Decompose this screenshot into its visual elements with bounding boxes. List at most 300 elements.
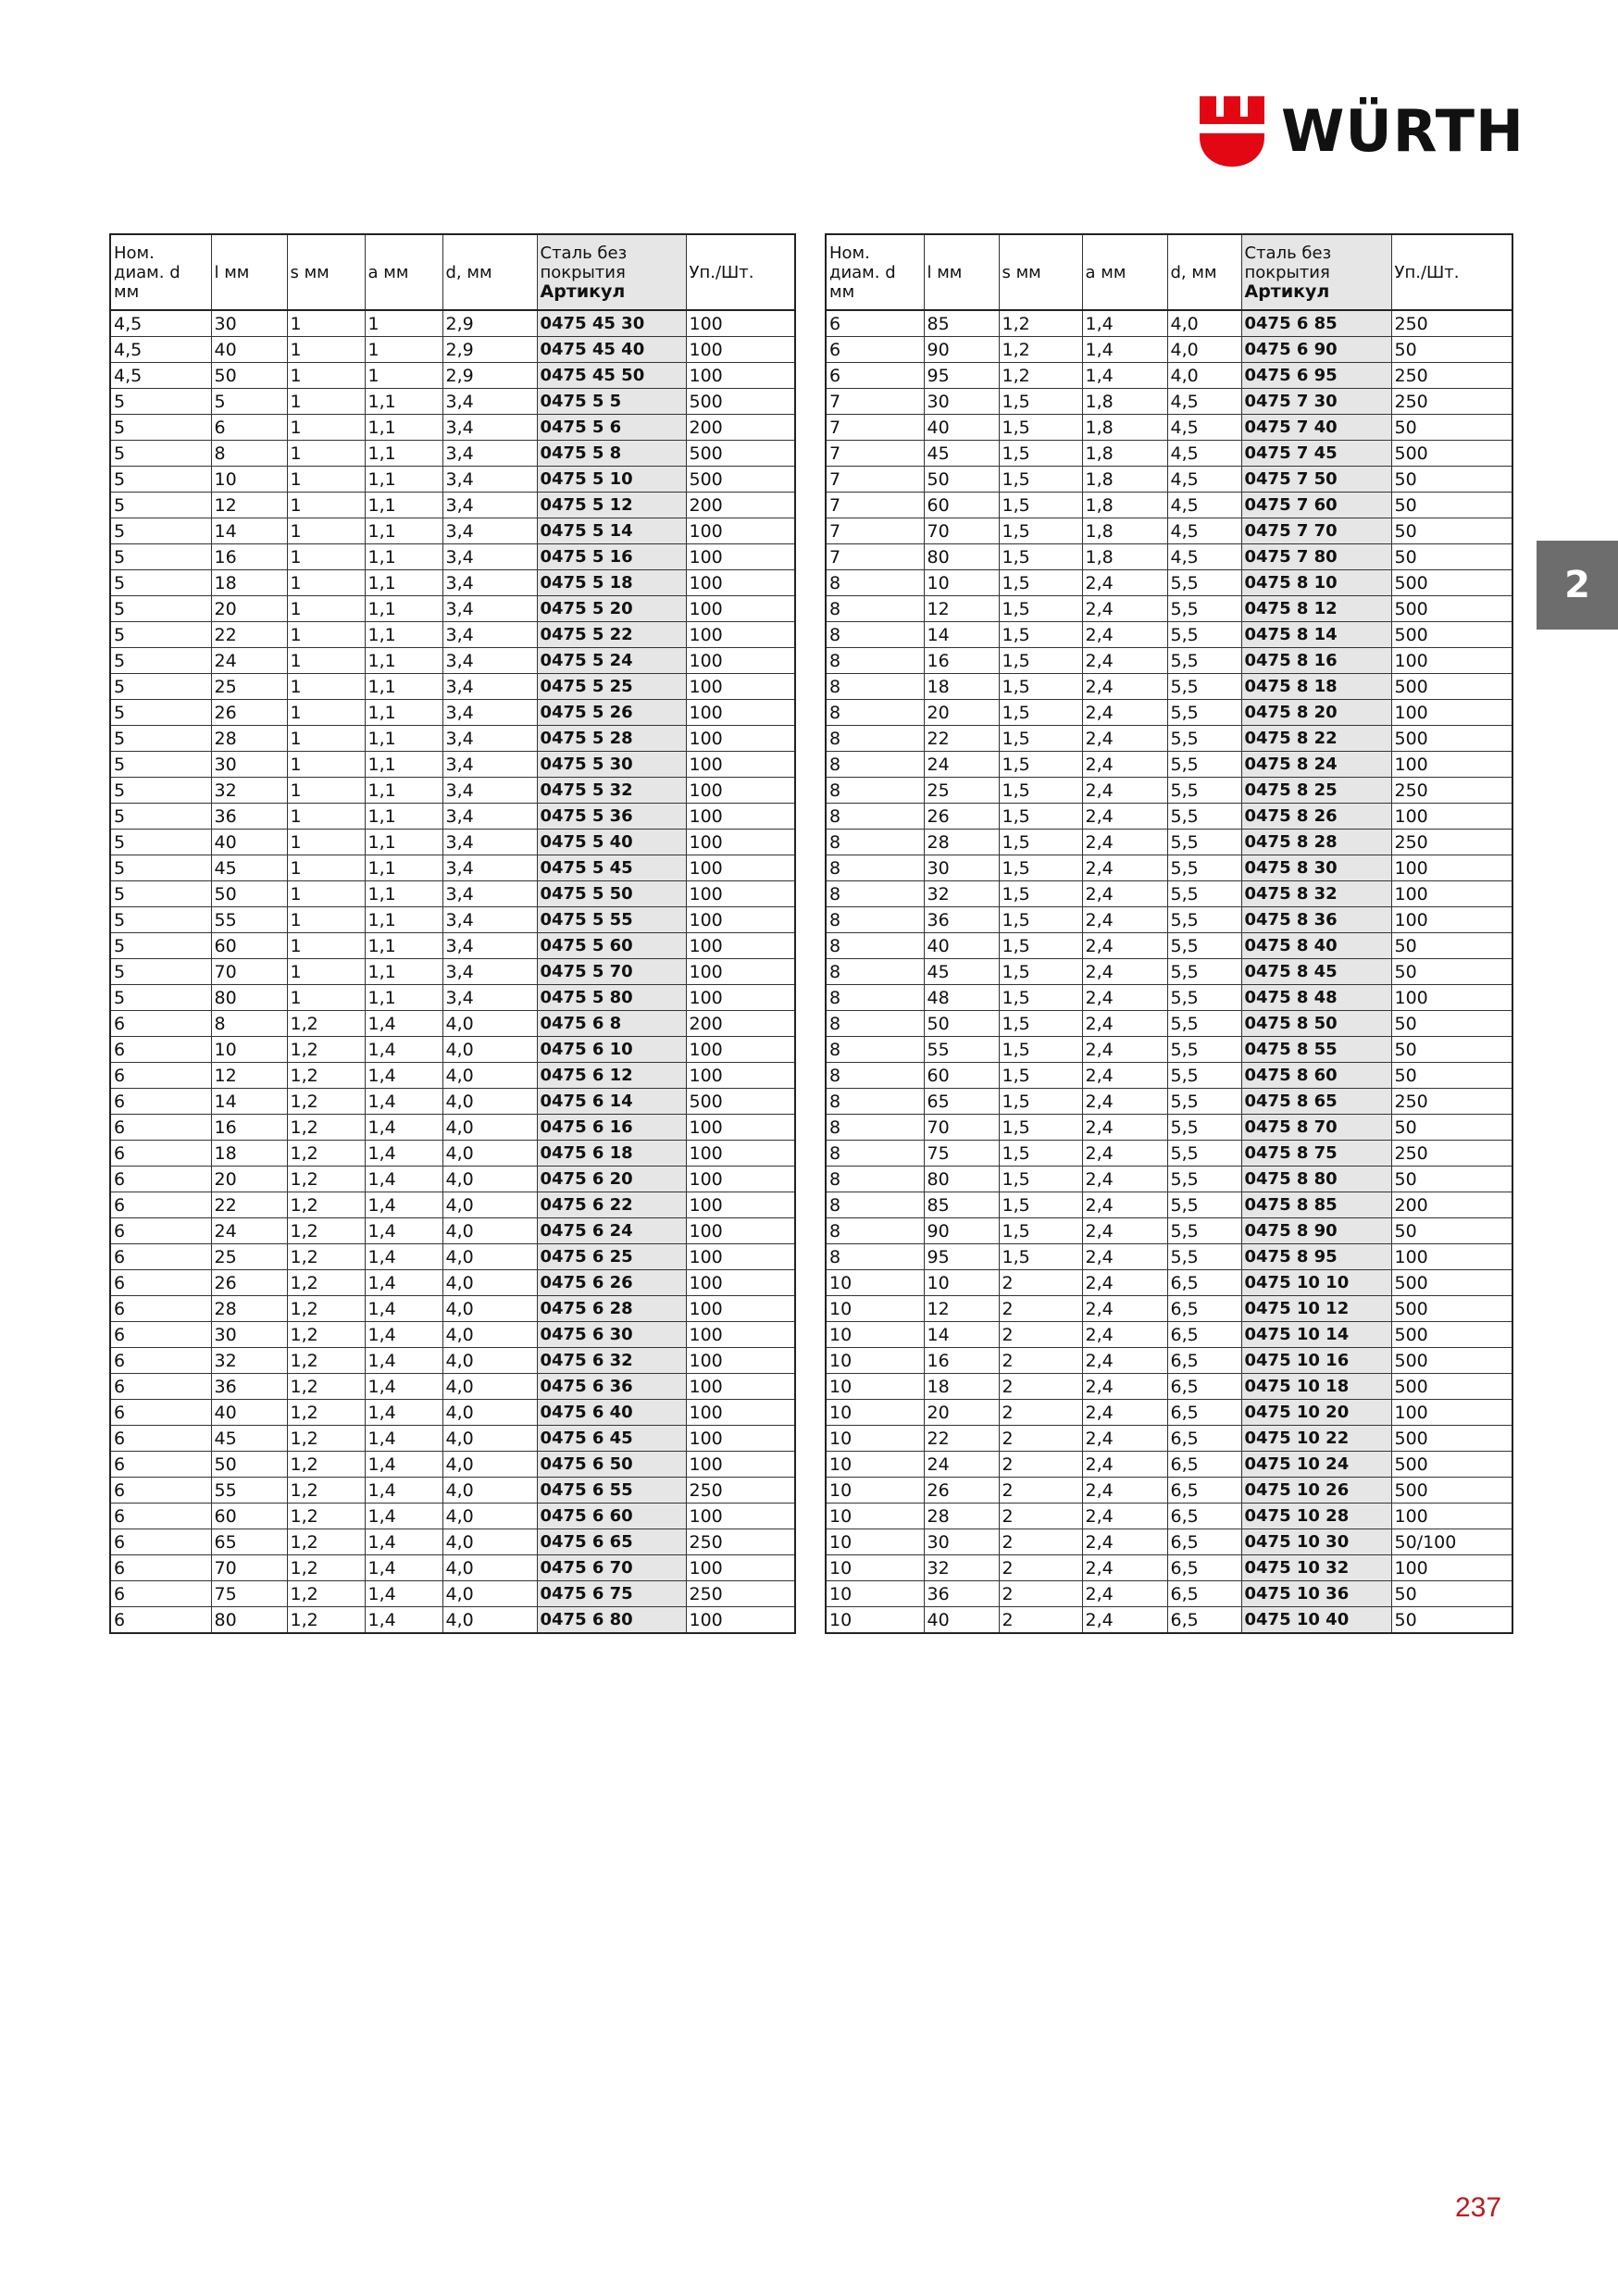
cell-a: 2,4 xyxy=(1082,1167,1167,1192)
cell-article: 0475 10 26 xyxy=(1241,1478,1391,1504)
cell-pack: 500 xyxy=(686,467,795,493)
cell-diameter: 8 xyxy=(826,830,924,855)
cell-length: 30 xyxy=(211,1322,287,1348)
cell-pack: 100 xyxy=(686,907,795,933)
cell-diameter: 5 xyxy=(110,726,211,752)
cell-article: 0475 6 16 xyxy=(537,1115,686,1141)
cell-pack: 500 xyxy=(1391,441,1512,467)
cell-pack: 250 xyxy=(1391,1141,1512,1167)
cell-pack: 100 xyxy=(686,959,795,985)
cell-diameter: 10 xyxy=(826,1504,924,1529)
cell-a: 1,1 xyxy=(365,726,442,752)
cell-diameter: 8 xyxy=(826,622,924,648)
table-row xyxy=(110,1167,795,1192)
cell-a: 1,8 xyxy=(1082,415,1167,441)
cell-d: 3,4 xyxy=(442,596,537,622)
cell-length: 22 xyxy=(211,622,287,648)
table-row xyxy=(826,855,1512,881)
cell-a: 1,4 xyxy=(365,1037,442,1063)
cell-article: 0475 8 28 xyxy=(1241,830,1391,855)
cell-d: 6,5 xyxy=(1167,1296,1241,1322)
table-row xyxy=(110,778,795,804)
cell-pack: 100 xyxy=(686,337,795,363)
cell-length: 95 xyxy=(924,1244,999,1270)
cell-d: 4,0 xyxy=(442,1244,537,1270)
cell-d: 4,0 xyxy=(442,1063,537,1089)
cell-pack: 100 xyxy=(1391,752,1512,778)
cell-d: 5,5 xyxy=(1167,1063,1241,1089)
cell-s: 1 xyxy=(287,622,365,648)
cell-length: 18 xyxy=(211,1141,287,1167)
cell-d: 6,5 xyxy=(1167,1374,1241,1400)
cell-article: 0475 8 22 xyxy=(1241,726,1391,752)
cell-pack: 100 xyxy=(686,1218,795,1244)
cell-s: 1,5 xyxy=(999,570,1082,596)
cell-pack: 500 xyxy=(1391,1322,1512,1348)
cell-s: 1,2 xyxy=(287,1374,365,1400)
cell-pack: 100 xyxy=(686,674,795,700)
cell-length: 28 xyxy=(211,726,287,752)
cell-article: 0475 6 26 xyxy=(537,1270,686,1296)
table-row xyxy=(826,1296,1512,1322)
cell-pack: 100 xyxy=(686,752,795,778)
table-row xyxy=(110,1322,795,1348)
cell-s: 1,5 xyxy=(999,544,1082,570)
cell-length: 32 xyxy=(211,778,287,804)
cell-article: 0475 6 22 xyxy=(537,1192,686,1218)
table-row xyxy=(826,959,1512,985)
table-row xyxy=(110,881,795,907)
cell-s: 1,2 xyxy=(287,1218,365,1244)
cell-article: 0475 6 50 xyxy=(537,1452,686,1478)
cell-pack: 100 xyxy=(686,1141,795,1167)
cell-d: 3,4 xyxy=(442,622,537,648)
header-article xyxy=(537,234,686,310)
cell-a: 2,4 xyxy=(1082,1063,1167,1089)
cell-article: 0475 5 25 xyxy=(537,674,686,700)
cell-pack: 100 xyxy=(686,778,795,804)
cell-diameter: 5 xyxy=(110,752,211,778)
cell-article: 0475 6 32 xyxy=(537,1348,686,1374)
table-row xyxy=(110,1270,795,1296)
cell-d: 6,5 xyxy=(1167,1452,1241,1478)
cell-diameter: 10 xyxy=(826,1426,924,1452)
cell-d: 4,0 xyxy=(442,1400,537,1426)
cell-s: 1,5 xyxy=(999,778,1082,804)
cell-pack: 50 xyxy=(1391,493,1512,518)
cell-d: 4,0 xyxy=(1167,363,1241,389)
cell-d: 3,4 xyxy=(442,830,537,855)
cell-length: 14 xyxy=(211,518,287,544)
cell-article: 0475 8 20 xyxy=(1241,700,1391,726)
cell-length: 24 xyxy=(211,648,287,674)
cell-length: 40 xyxy=(211,1400,287,1426)
table-row xyxy=(110,1348,795,1374)
table-row xyxy=(110,1037,795,1063)
table-row xyxy=(110,493,795,518)
table-row xyxy=(110,933,795,959)
cell-diameter: 6 xyxy=(110,1192,211,1218)
table-row xyxy=(110,1244,795,1270)
cell-a: 2,4 xyxy=(1082,1270,1167,1296)
table-row xyxy=(110,622,795,648)
table-row xyxy=(110,648,795,674)
cell-pack: 100 xyxy=(686,544,795,570)
cell-diameter: 8 xyxy=(826,596,924,622)
table-row xyxy=(110,726,795,752)
cell-article: 0475 8 40 xyxy=(1241,933,1391,959)
cell-diameter: 10 xyxy=(826,1529,924,1555)
cell-a: 2,4 xyxy=(1082,1348,1167,1374)
cell-a: 1,1 xyxy=(365,570,442,596)
cell-pack: 500 xyxy=(1391,1374,1512,1400)
cell-pack: 100 xyxy=(686,855,795,881)
cell-s: 1 xyxy=(287,700,365,726)
cell-diameter: 7 xyxy=(826,415,924,441)
cell-length: 22 xyxy=(924,726,999,752)
table-row xyxy=(826,1607,1512,1634)
cell-diameter: 10 xyxy=(826,1348,924,1374)
cell-d: 3,4 xyxy=(442,700,537,726)
cell-article: 0475 5 24 xyxy=(537,648,686,674)
cell-article: 0475 7 80 xyxy=(1241,544,1391,570)
cell-pack: 100 xyxy=(686,596,795,622)
cell-s: 1,5 xyxy=(999,493,1082,518)
header-d: d, мм xyxy=(442,234,537,310)
cell-a: 2,4 xyxy=(1082,1037,1167,1063)
cell-s: 1 xyxy=(287,933,365,959)
cell-pack: 250 xyxy=(686,1478,795,1504)
cell-s: 1,5 xyxy=(999,1192,1082,1218)
cell-s: 1,5 xyxy=(999,1089,1082,1115)
cell-diameter: 8 xyxy=(826,570,924,596)
cell-a: 2,4 xyxy=(1082,1581,1167,1607)
cell-article: 0475 5 6 xyxy=(537,415,686,441)
cell-s: 1,2 xyxy=(287,1607,365,1634)
cell-pack: 250 xyxy=(1391,1089,1512,1115)
cell-article: 0475 5 18 xyxy=(537,570,686,596)
cell-pack: 500 xyxy=(686,1089,795,1115)
cell-d: 4,0 xyxy=(442,1607,537,1634)
cell-s: 1,2 xyxy=(287,1555,365,1581)
cell-pack: 250 xyxy=(686,1581,795,1607)
cell-a: 1,1 xyxy=(365,674,442,700)
cell-diameter: 8 xyxy=(826,907,924,933)
cell-a: 1,4 xyxy=(365,1141,442,1167)
cell-pack: 500 xyxy=(1391,1296,1512,1322)
cell-diameter: 8 xyxy=(826,933,924,959)
cell-diameter: 10 xyxy=(826,1581,924,1607)
cell-diameter: 5 xyxy=(110,415,211,441)
cell-pack: 100 xyxy=(686,804,795,830)
cell-article: 0475 10 14 xyxy=(1241,1322,1391,1348)
cell-s: 1,5 xyxy=(999,881,1082,907)
cell-pack: 500 xyxy=(1391,596,1512,622)
cell-pack: 200 xyxy=(686,415,795,441)
cell-a: 1,4 xyxy=(365,1581,442,1607)
cell-s: 1,5 xyxy=(999,518,1082,544)
cell-diameter: 6 xyxy=(110,1037,211,1063)
cell-a: 1,1 xyxy=(365,389,442,415)
header-pack: Уп./Шт. xyxy=(686,234,795,310)
cell-diameter: 5 xyxy=(110,570,211,596)
cell-s: 1,5 xyxy=(999,441,1082,467)
cell-d: 5,5 xyxy=(1167,752,1241,778)
cell-a: 1,4 xyxy=(365,1089,442,1115)
cell-article: 0475 8 16 xyxy=(1241,648,1391,674)
cell-s: 1 xyxy=(287,959,365,985)
cell-article: 0475 45 40 xyxy=(537,337,686,363)
cell-a: 2,4 xyxy=(1082,1244,1167,1270)
cell-d: 3,4 xyxy=(442,752,537,778)
cell-a: 2,4 xyxy=(1082,1426,1167,1452)
cell-length: 70 xyxy=(211,1555,287,1581)
cell-diameter: 6 xyxy=(110,1400,211,1426)
cell-d: 2,9 xyxy=(442,310,537,337)
cell-article: 0475 6 8 xyxy=(537,1011,686,1037)
cell-length: 10 xyxy=(211,1037,287,1063)
cell-length: 14 xyxy=(924,1322,999,1348)
cell-article: 0475 5 28 xyxy=(537,726,686,752)
cell-diameter: 6 xyxy=(110,1089,211,1115)
cell-a: 1,1 xyxy=(365,985,442,1011)
cell-article: 0475 5 30 xyxy=(537,752,686,778)
cell-pack: 500 xyxy=(1391,1478,1512,1504)
header-diameter: Ном. диам. d мм xyxy=(826,234,924,310)
cell-diameter: 5 xyxy=(110,959,211,985)
cell-article: 0475 6 60 xyxy=(537,1504,686,1529)
cell-pack: 100 xyxy=(686,1270,795,1296)
cell-d: 4,0 xyxy=(442,1141,537,1167)
cell-s: 1 xyxy=(287,544,365,570)
table-row xyxy=(826,881,1512,907)
table-row xyxy=(826,1192,1512,1218)
table-row xyxy=(110,441,795,467)
header-article xyxy=(1241,234,1391,310)
cell-article: 0475 8 10 xyxy=(1241,570,1391,596)
cell-length: 32 xyxy=(211,1348,287,1374)
cell-article: 0475 8 90 xyxy=(1241,1218,1391,1244)
cell-diameter: 6 xyxy=(110,1348,211,1374)
cell-article: 0475 6 40 xyxy=(537,1400,686,1426)
cell-d: 5,5 xyxy=(1167,907,1241,933)
cell-d: 5,5 xyxy=(1167,778,1241,804)
cell-article: 0475 5 40 xyxy=(537,830,686,855)
table-row xyxy=(110,752,795,778)
cell-article: 0475 10 32 xyxy=(1241,1555,1391,1581)
cell-pack: 100 xyxy=(1391,804,1512,830)
cell-pack: 50 xyxy=(1391,1011,1512,1037)
table-row xyxy=(826,1270,1512,1296)
cell-article: 0475 5 14 xyxy=(537,518,686,544)
cell-pack: 50 xyxy=(1391,933,1512,959)
cell-article: 0475 5 60 xyxy=(537,933,686,959)
cell-pack: 100 xyxy=(686,1426,795,1452)
table-row xyxy=(826,596,1512,622)
cell-d: 4,0 xyxy=(442,1270,537,1296)
table-row xyxy=(826,933,1512,959)
wurth-logo xyxy=(1200,96,1525,167)
table-row xyxy=(826,1322,1512,1348)
cell-d: 4,0 xyxy=(442,1504,537,1529)
cell-pack: 100 xyxy=(686,1296,795,1322)
cell-s: 1,5 xyxy=(999,907,1082,933)
cell-a: 1,1 xyxy=(365,441,442,467)
cell-article: 0475 8 24 xyxy=(1241,752,1391,778)
cell-length: 20 xyxy=(211,596,287,622)
cell-article: 0475 6 65 xyxy=(537,1529,686,1555)
cell-s: 1 xyxy=(287,752,365,778)
cell-a: 1,4 xyxy=(365,1218,442,1244)
cell-length: 12 xyxy=(211,493,287,518)
cell-d: 3,4 xyxy=(442,907,537,933)
cell-length: 30 xyxy=(924,855,999,881)
cell-a: 2,4 xyxy=(1082,700,1167,726)
cell-length: 55 xyxy=(211,1478,287,1504)
cell-s: 1 xyxy=(287,337,365,363)
cell-d: 4,0 xyxy=(1167,310,1241,337)
table-row xyxy=(110,1452,795,1478)
cell-a: 2,4 xyxy=(1082,1089,1167,1115)
cell-article: 0475 7 30 xyxy=(1241,389,1391,415)
cell-s: 1 xyxy=(287,804,365,830)
cell-a: 1,1 xyxy=(365,493,442,518)
cell-diameter: 8 xyxy=(826,1192,924,1218)
cell-article: 0475 5 55 xyxy=(537,907,686,933)
cell-pack: 250 xyxy=(1391,363,1512,389)
cell-length: 75 xyxy=(211,1581,287,1607)
cell-s: 1,5 xyxy=(999,1011,1082,1037)
cell-pack: 50 xyxy=(1391,959,1512,985)
cell-diameter: 8 xyxy=(826,648,924,674)
header-s: s мм xyxy=(999,234,1082,310)
cell-d: 3,4 xyxy=(442,778,537,804)
cell-a: 1,4 xyxy=(365,1244,442,1270)
table-row xyxy=(110,1089,795,1115)
table-row xyxy=(826,985,1512,1011)
cell-a: 1,4 xyxy=(365,1270,442,1296)
cell-a: 1,4 xyxy=(365,1322,442,1348)
cell-s: 2 xyxy=(999,1296,1082,1322)
table-row xyxy=(110,570,795,596)
cell-pack: 500 xyxy=(1391,674,1512,700)
cell-a: 2,4 xyxy=(1082,596,1167,622)
cell-length: 45 xyxy=(924,441,999,467)
cell-diameter: 5 xyxy=(110,674,211,700)
cell-pack: 50 xyxy=(1391,518,1512,544)
cell-a: 2,4 xyxy=(1082,1555,1167,1581)
cell-diameter: 6 xyxy=(110,1115,211,1141)
cell-d: 5,5 xyxy=(1167,881,1241,907)
cell-a: 2,4 xyxy=(1082,985,1167,1011)
cell-length: 25 xyxy=(211,674,287,700)
cell-pack: 500 xyxy=(1391,570,1512,596)
cell-article: 0475 6 18 xyxy=(537,1141,686,1167)
cell-a: 1,1 xyxy=(365,700,442,726)
table-row xyxy=(826,700,1512,726)
cell-length: 5 xyxy=(211,389,287,415)
cell-length: 28 xyxy=(211,1296,287,1322)
cell-length: 10 xyxy=(211,467,287,493)
table-row xyxy=(826,830,1512,855)
cell-article: 0475 5 20 xyxy=(537,596,686,622)
cell-article: 0475 6 28 xyxy=(537,1296,686,1322)
cell-d: 4,5 xyxy=(1167,441,1241,467)
cell-pack: 250 xyxy=(1391,830,1512,855)
cell-article: 0475 7 40 xyxy=(1241,415,1391,441)
table-row xyxy=(826,1452,1512,1478)
cell-a: 2,4 xyxy=(1082,1400,1167,1426)
cell-article: 0475 5 26 xyxy=(537,700,686,726)
cell-a: 2,4 xyxy=(1082,570,1167,596)
cell-pack: 100 xyxy=(686,1400,795,1426)
cell-diameter: 6 xyxy=(110,1426,211,1452)
cell-length: 45 xyxy=(211,1426,287,1452)
cell-length: 22 xyxy=(211,1192,287,1218)
cell-article: 0475 8 25 xyxy=(1241,778,1391,804)
cell-length: 90 xyxy=(924,337,999,363)
cell-s: 2 xyxy=(999,1529,1082,1555)
cell-diameter: 10 xyxy=(826,1478,924,1504)
cell-length: 32 xyxy=(924,1555,999,1581)
cell-d: 6,5 xyxy=(1167,1348,1241,1374)
cell-diameter: 8 xyxy=(826,1218,924,1244)
cell-a: 2,4 xyxy=(1082,1529,1167,1555)
cell-d: 4,0 xyxy=(442,1192,537,1218)
cell-d: 2,9 xyxy=(442,337,537,363)
cell-d: 4,0 xyxy=(442,1374,537,1400)
cell-d: 6,5 xyxy=(1167,1400,1241,1426)
cell-a: 1,1 xyxy=(365,804,442,830)
table-row xyxy=(110,959,795,985)
cell-diameter: 8 xyxy=(826,674,924,700)
table-row xyxy=(110,985,795,1011)
cell-article: 0475 5 50 xyxy=(537,881,686,907)
table-row xyxy=(826,1141,1512,1167)
cell-length: 36 xyxy=(211,804,287,830)
cell-a: 2,4 xyxy=(1082,1296,1167,1322)
cell-pack: 500 xyxy=(1391,1348,1512,1374)
header-d: d, мм xyxy=(1167,234,1241,310)
cell-a: 1 xyxy=(365,337,442,363)
cell-a: 1 xyxy=(365,310,442,337)
cell-pack: 100 xyxy=(686,310,795,337)
cell-pack: 100 xyxy=(686,881,795,907)
cell-d: 5,5 xyxy=(1167,1244,1241,1270)
cell-pack: 50 xyxy=(1391,415,1512,441)
cell-diameter: 8 xyxy=(826,855,924,881)
cell-pack: 250 xyxy=(1391,389,1512,415)
cell-s: 1,5 xyxy=(999,389,1082,415)
cell-article: 0475 10 12 xyxy=(1241,1296,1391,1322)
cell-s: 2 xyxy=(999,1400,1082,1426)
cell-a: 2,4 xyxy=(1082,804,1167,830)
cell-length: 26 xyxy=(924,804,999,830)
cell-s: 1,2 xyxy=(287,1192,365,1218)
cell-length: 36 xyxy=(924,1581,999,1607)
table-row xyxy=(826,310,1512,337)
cell-s: 1 xyxy=(287,907,365,933)
cell-a: 1,4 xyxy=(365,1115,442,1141)
cell-s: 1 xyxy=(287,467,365,493)
cell-s: 1,5 xyxy=(999,596,1082,622)
cell-article: 0475 5 22 xyxy=(537,622,686,648)
cell-a: 1,4 xyxy=(365,1374,442,1400)
cell-diameter: 6 xyxy=(110,1452,211,1478)
cell-a: 2,4 xyxy=(1082,1478,1167,1504)
table-row xyxy=(826,441,1512,467)
cell-a: 2,4 xyxy=(1082,648,1167,674)
